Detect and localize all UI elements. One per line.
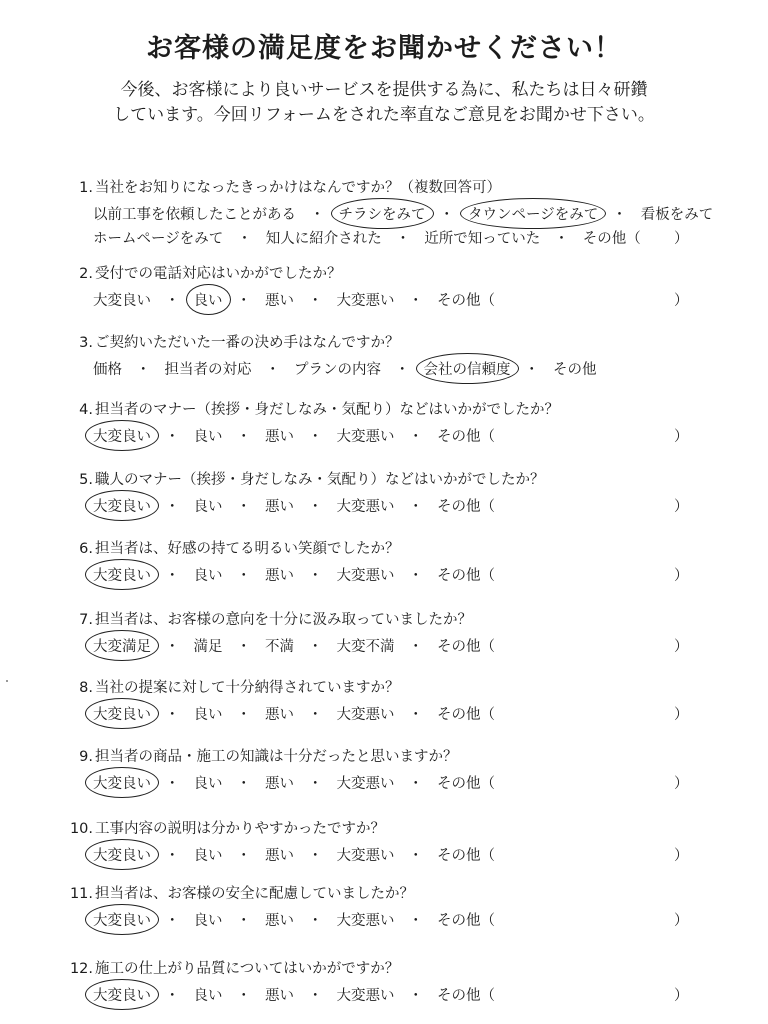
answer-options: [91, 358, 599, 379]
answer-option[interactable]: その他（: [437, 499, 495, 515]
answer-option[interactable]: 悪い: [265, 848, 294, 864]
question-text: [55, 262, 342, 283]
answer-option[interactable]: 満足: [193, 639, 223, 655]
separator-dot: ・: [165, 848, 180, 864]
answer-option[interactable]: 大変悪い: [336, 568, 395, 584]
question-label: ご契約いただいた一番の決め手はなんですか？: [95, 335, 400, 351]
separator-dot: ・: [236, 988, 251, 1004]
question-label: 当社をお知りになったきっかけはなんですか？（複数回答可）: [95, 180, 501, 196]
answer-option[interactable]: 大変良い: [93, 293, 151, 309]
separator-dot: ・: [408, 848, 423, 864]
question-number: 9.: [79, 749, 93, 765]
separator-dot: ・: [165, 776, 180, 792]
separator-dot: ・: [265, 362, 280, 378]
question-text: [55, 331, 400, 352]
question-text: [55, 957, 399, 978]
answer-option[interactable]: 良い: [193, 499, 223, 515]
answer-option[interactable]: その他（: [437, 913, 495, 929]
answer-option[interactable]: 良い: [193, 848, 223, 864]
answer-option[interactable]: その他（: [582, 231, 641, 247]
separator-dot: ・: [165, 429, 180, 445]
separator-dot: ・: [165, 568, 180, 584]
answer-options: [91, 772, 497, 793]
answer-options: [91, 564, 497, 585]
answer-option[interactable]: 知人に紹介された: [265, 231, 382, 247]
separator-dot: ・: [408, 499, 423, 515]
question-number: 12.: [69, 961, 93, 977]
question-number: 3.: [79, 335, 93, 351]
separator-dot: ・: [236, 429, 251, 445]
close-paren: ）: [674, 231, 689, 247]
answer-options: [91, 425, 497, 446]
separator-dot: ・: [408, 913, 423, 929]
separator-dot: ・: [439, 207, 454, 223]
separator-dot: ・: [308, 913, 323, 929]
separator-dot: ・: [236, 776, 251, 792]
separator-dot: ・: [308, 848, 323, 864]
answer-option[interactable]: その他（: [437, 848, 495, 864]
answer-option-selected[interactable]: 大変良い: [91, 844, 153, 865]
question-text: [55, 817, 385, 838]
answer-options: [91, 203, 715, 224]
answer-option[interactable]: 以前工事を依頼したことがある: [93, 207, 296, 223]
question-text: [55, 468, 545, 489]
answer-option-selected[interactable]: 大変良い: [91, 909, 153, 930]
question-label: 工事内容の説明は分かりやすかったですか？: [95, 821, 385, 837]
question-6: [0, 537, 768, 597]
answer-option[interactable]: 悪い: [265, 988, 294, 1004]
answer-option[interactable]: その他: [553, 362, 597, 378]
answer-option[interactable]: 良い: [193, 988, 223, 1004]
answer-option-selected[interactable]: 大変良い: [91, 703, 153, 724]
separator-dot: ・: [308, 293, 323, 309]
answer-option-selected[interactable]: 大変良い: [91, 984, 153, 1005]
page-title: お客様の満足度をお聞かせください！: [146, 33, 622, 64]
separator-dot: ・: [408, 639, 423, 655]
question-10: [0, 817, 768, 877]
separator-dot: ・: [308, 639, 323, 655]
separator-dot: ・: [236, 293, 251, 309]
question-4: [0, 398, 768, 458]
answer-options: [91, 984, 497, 1005]
separator-dot: ・: [408, 568, 423, 584]
answer-option[interactable]: 悪い: [265, 776, 294, 792]
intro-line-1: 今後、お客様により良いサービスを提供する為に、私たちは日々研鑽: [120, 80, 648, 100]
question-label: 施工の仕上がり品質についてはいかがですか？: [95, 961, 400, 977]
answer-option[interactable]: 悪い: [265, 707, 294, 723]
separator-dot: ・: [612, 207, 627, 223]
answer-option[interactable]: 悪い: [265, 568, 294, 584]
separator-dot: ・: [308, 568, 323, 584]
question-number: 5.: [79, 472, 93, 488]
question-label: 職人のマナー（挨拶・身だしなみ・気配り）などはいかがでしたか？: [95, 472, 545, 488]
answer-option[interactable]: 大変悪い: [336, 913, 395, 929]
question-number: 6.: [79, 541, 93, 557]
close-paren: ）: [674, 913, 689, 929]
answer-option-selected[interactable]: 会社の信頼度: [422, 358, 513, 379]
question-3: [0, 331, 768, 391]
answer-option[interactable]: 悪い: [265, 913, 294, 929]
close-paren: ）: [674, 707, 689, 723]
close-paren: ）: [674, 776, 689, 792]
separator-dot: ・: [308, 499, 323, 515]
close-paren: ）: [674, 499, 689, 515]
question-number: 8.: [79, 680, 93, 696]
answer-option[interactable]: 価格: [93, 362, 122, 378]
answer-option[interactable]: ホームページをみて: [93, 231, 224, 247]
answer-option-selected[interactable]: 大変良い: [91, 772, 153, 793]
answer-option[interactable]: 大変悪い: [336, 776, 395, 792]
answer-option[interactable]: 大変悪い: [336, 988, 395, 1004]
close-paren: ）: [674, 429, 689, 445]
answer-options: [91, 844, 497, 865]
answer-options: [91, 703, 497, 724]
answer-option[interactable]: 大変悪い: [336, 707, 395, 723]
question-number: 4.: [79, 402, 93, 418]
separator-dot: ・: [308, 776, 323, 792]
close-paren: ）: [674, 988, 689, 1004]
question-number: 1.: [79, 180, 93, 196]
answer-option[interactable]: 良い: [193, 913, 223, 929]
question-label: 担当者は、お客様の意向を十分に汲み取っていましたか？: [95, 612, 472, 628]
answer-option[interactable]: 近所で知っていた: [424, 231, 541, 247]
intro-text: [0, 78, 768, 128]
question-text: [55, 537, 400, 558]
answer-option-selected[interactable]: チラシをみて: [337, 203, 428, 224]
close-paren: ）: [674, 639, 689, 655]
separator-dot: ・: [408, 988, 423, 1004]
answer-option[interactable]: その他（: [437, 293, 495, 309]
question-text: [55, 676, 400, 697]
separator-dot: ・: [308, 429, 323, 445]
answer-option[interactable]: 良い: [193, 568, 223, 584]
answer-option[interactable]: その他（: [437, 776, 495, 792]
separator-dot: ・: [395, 231, 411, 247]
answer-option[interactable]: プランの内容: [294, 362, 381, 378]
question-text: [55, 608, 472, 629]
answer-option[interactable]: 大変悪い: [336, 499, 395, 515]
separator-dot: ・: [310, 207, 325, 223]
answer-option[interactable]: 良い: [193, 429, 223, 445]
answer-option[interactable]: 大変悪い: [336, 293, 395, 309]
scan-speck: [6, 680, 8, 682]
answer-option[interactable]: 大変悪い: [336, 429, 395, 445]
question-8: [0, 676, 768, 736]
answer-option-selected[interactable]: 良い: [192, 289, 225, 310]
answer-options: [91, 635, 497, 656]
question-text: [55, 398, 559, 419]
question-9: [0, 745, 768, 805]
question-label: 担当者は、お客様の安全に配慮していましたか？: [95, 886, 414, 902]
separator-dot: ・: [165, 988, 180, 1004]
close-paren: ）: [674, 293, 689, 309]
question-7: [0, 608, 768, 668]
separator-dot: ・: [408, 429, 423, 445]
question-label: 当社の提案に対して十分納得されていますか？: [95, 680, 400, 696]
question-number: 11.: [69, 886, 93, 902]
separator-dot: ・: [165, 499, 180, 515]
separator-dot: ・: [308, 988, 323, 1004]
answer-option[interactable]: その他（: [437, 707, 495, 723]
separator-dot: ・: [236, 913, 251, 929]
separator-dot: ・: [165, 913, 180, 929]
answer-option-selected[interactable]: 大変良い: [91, 425, 153, 446]
separator-dot: ・: [236, 848, 251, 864]
answer-option[interactable]: 看板をみて: [640, 207, 714, 223]
close-paren: ）: [674, 568, 689, 584]
question-12: [0, 957, 768, 1017]
answer-option[interactable]: その他（: [437, 639, 495, 655]
question-number: 7.: [79, 612, 93, 628]
question-number: 2.: [79, 266, 93, 282]
answer-option[interactable]: 大変悪い: [336, 848, 395, 864]
separator-dot: ・: [236, 639, 251, 655]
answer-option-selected[interactable]: タウンページをみて: [466, 203, 600, 224]
answer-options: [91, 909, 497, 930]
answer-option-selected[interactable]: 大変良い: [91, 495, 153, 516]
question-text: [55, 745, 458, 766]
answer-option[interactable]: 大変不満: [336, 639, 395, 655]
answer-options: [91, 227, 643, 248]
question-2: [0, 262, 768, 322]
question-number: 10.: [69, 821, 93, 837]
separator-dot: ・: [554, 231, 569, 247]
separator-dot: ・: [236, 568, 251, 584]
question-label: 担当者のマナー（挨拶・身だしなみ・気配り）などはいかがでしたか？: [95, 402, 559, 418]
answer-option[interactable]: その他（: [437, 568, 495, 584]
separator-dot: ・: [236, 707, 251, 723]
separator-dot: ・: [408, 293, 423, 309]
question-text: [55, 176, 501, 197]
answer-option[interactable]: 不満: [265, 639, 294, 655]
answer-options: [91, 495, 497, 516]
separator-dot: ・: [165, 639, 180, 655]
question-5: [0, 468, 768, 528]
answer-option[interactable]: 悪い: [265, 293, 294, 309]
question-label: 担当者の商品・施工の知識は十分だったと思いますか？: [95, 749, 458, 765]
answer-option[interactable]: その他（: [437, 429, 495, 445]
answer-option[interactable]: 担当者の対応: [164, 362, 252, 378]
question-11: [0, 882, 768, 942]
answer-option[interactable]: 悪い: [265, 499, 294, 515]
answer-option-selected[interactable]: 大変満足: [91, 635, 153, 656]
answer-option[interactable]: 悪い: [265, 429, 294, 445]
question-label: 受付での電話対応はいかがでしたか？: [95, 266, 342, 282]
answer-option[interactable]: 良い: [193, 776, 223, 792]
separator-dot: ・: [136, 362, 151, 378]
close-paren: ）: [674, 848, 689, 864]
separator-dot: ・: [237, 231, 252, 247]
answer-option-selected[interactable]: 大変良い: [91, 564, 153, 585]
separator-dot: ・: [165, 707, 180, 723]
answer-option[interactable]: その他（: [437, 988, 495, 1004]
answer-options: [91, 289, 497, 310]
question-label: 担当者は、好感の持てる明るい笑顔でしたか？: [95, 541, 400, 557]
separator-dot: ・: [408, 707, 423, 723]
separator-dot: ・: [408, 776, 423, 792]
question-text: [55, 882, 414, 903]
answer-option[interactable]: 良い: [193, 707, 223, 723]
separator-dot: ・: [308, 707, 323, 723]
question-1: [0, 176, 768, 247]
separator-dot: ・: [524, 362, 539, 378]
intro-line-2: しています。今回リフォームをされた率直なご意見をお聞かせ下さい。: [113, 105, 655, 125]
separator-dot: ・: [236, 499, 251, 515]
separator-dot: ・: [165, 293, 180, 309]
separator-dot: ・: [395, 362, 410, 378]
